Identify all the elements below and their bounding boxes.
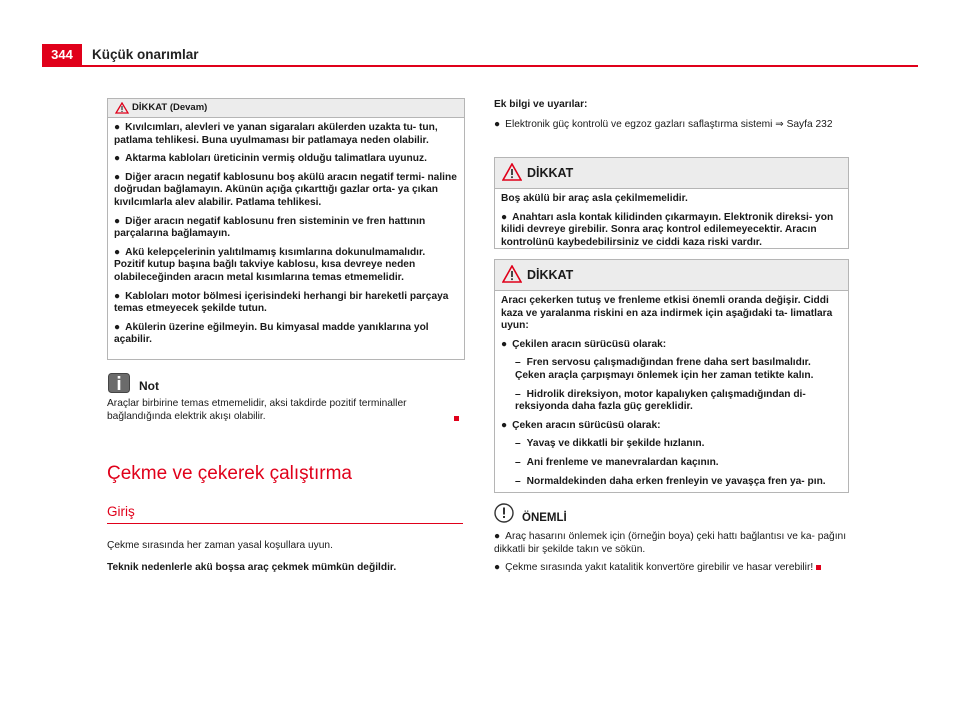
warning-item: ● Çekilen aracın sürücüsü olarak: (501, 338, 667, 350)
page-header-title: Küçük onarımlar (92, 47, 199, 62)
subsection-divider (107, 523, 463, 524)
warning-box-header (495, 158, 848, 189)
warning-subitem: – Yavaş ve dikkatli bir şekilde hızlanın. (515, 438, 705, 450)
warning-subitem: – Normaldekinden daha erken frenleyin ve yavaşça fren ya- pın. (515, 475, 826, 487)
warning-triangle-icon (502, 265, 522, 288)
warning-item: ● Anahtarı asla kontak kilidinden çıkarmayın. Elektronik direksi- yon kilidi devreye girebilir. Sonra araç kontrol edilemeyecektir. Aracın kontrolünü kaybedebilirsiniz ve ciddi kaza riski vardır. (501, 211, 834, 248)
warning-box (494, 157, 849, 249)
warning-lead: Boş akülü bir araç asla çekilmemelidir. (501, 193, 688, 204)
page-number: 344 (42, 44, 82, 66)
warning-item: ● Kabloları motor bölmesi içerisindeki herhangi bir hareketli parçaya temas etmeyecek şekilde tutun. (114, 290, 449, 315)
extra-info-title: Ek bilgi ve uyarılar: (494, 99, 588, 110)
warning-box-body (108, 118, 464, 353)
paragraph-bold: Teknik nedenlerle akü boşsa araç çekmek mümkün değildir. (107, 562, 397, 573)
important-title: ÖNEMLİ (522, 512, 567, 524)
warning-subitem: – Hidrolik direksiyon, motor kapalıyken çalışmadığından di- reksiyonda daha fazla güç gereklidir. (515, 388, 806, 413)
warning-item: ● Diğer aracın negatif kablosunu boş akülü aracın negatif termi- naline doğrudan bağlamayın. Akünün açığa çıkarttığı gazlar orta- ya çıkan kıvılcımlarla alev alabilir. Patlama tehlikesi. (114, 171, 457, 208)
extra-info-item: ● Elektronik güç kontrolü ve egzoz gazları saflaştırma sistemi ⇒ Sayfa 232 (494, 119, 833, 130)
important-body (494, 531, 854, 581)
paragraph: Çekme sırasında her zaman yasal koşullara uyun. (107, 540, 333, 551)
warning-item: ● Aktarma kabloları üreticinin vermiş olduğu talimatlara uyunuz. (114, 153, 427, 165)
subsection-title: Giriş (107, 504, 135, 519)
warning-item: ● Akülerin üzerine eğilmeyin. Bu kimyasal madde yanıklarına yol açabilir. (114, 321, 429, 346)
important-item: ● Araç hasarını önlemek için (örneğin boya) çeki hattı bağlantısı ve ka- pağını dikkatli bir şekilde takın ve sökün. (494, 531, 847, 555)
end-marker (816, 565, 821, 570)
end-marker (454, 413, 459, 426)
warning-box-title: DİKKAT (Devam) (132, 102, 208, 113)
warning-subitem: – Fren servosu çalışmadığından frene daha sert basılmalıdır. Çeken araçla çarpışmayı önlemek için her zaman tetikte kalın. (515, 357, 814, 381)
important-item: ● Çekme sırasında yakıt katalitik konvertöre girebilir ve hasar verebilir! (494, 562, 854, 575)
warning-item: ● Çeken aracın sürücüsü olarak: (501, 419, 661, 431)
warning-box-body (495, 189, 848, 255)
warning-triangle-icon (115, 101, 129, 119)
warning-triangle-icon (502, 163, 522, 186)
warning-item: ● Akü kelepçelerinin yalıtılmamış kısımlarına dokunulmamalıdır. Pozitif kutup başına bağlı takviye kablosu, kısa devreye neden olabileceğinden aracın metal kısımlarına temas etmemelidir. (114, 246, 426, 283)
note-text: Araçlar birbirine temas etmemelidir, aksi takdirde pozitif terminaller bağlandığında elektrik akışı olabilir. (107, 398, 407, 422)
note-icon (108, 373, 130, 398)
warning-item: ● Kıvılcımları, alevleri ve yanan sigaraları akülerden uzakta tu- tun, patlama tehlikesi. Buna uyulmaması bir patlamaya neden olabilir. (114, 122, 438, 146)
important-icon (494, 503, 514, 528)
section-title: Çekme ve çekerek çalıştırma (107, 463, 352, 484)
warning-box-body (495, 291, 848, 498)
note-title: Not (139, 379, 159, 393)
warning-box-title: DİKKAT (527, 268, 574, 282)
warning-box-header (495, 260, 848, 291)
warning-subitem: – Ani frenleme ve manevralardan kaçının. (515, 456, 719, 468)
warning-box-header (108, 99, 464, 118)
warning-box (494, 259, 849, 493)
warning-box-continued (107, 98, 465, 360)
warning-item: ● Diğer aracın negatif kablosunu fren sisteminin ve fren hattının parçalarına bağlamayın. (114, 215, 426, 240)
warning-box-title: DİKKAT (527, 166, 574, 180)
header-divider (42, 65, 918, 67)
warning-lead: Aracı çekerken tutuş ve frenleme etkisi önemli oranda değişir. Ciddi kaza ve yaralanma riskini en aza indirmek için aşağıdaki ta- limatlara uyun: (501, 295, 833, 332)
